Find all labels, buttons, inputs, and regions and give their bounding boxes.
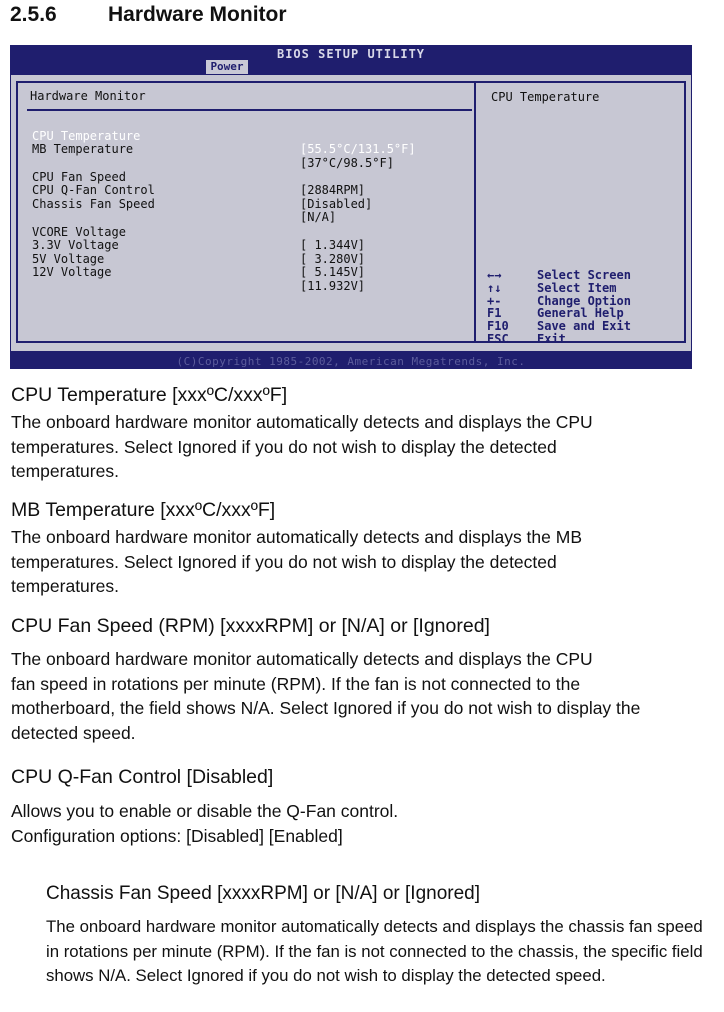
heading-cpu-fan-speed: CPU Fan Speed (RPM) [xxxxRPM] or [N/A] or [Ignored] xyxy=(11,615,490,637)
desc-line: The onboard hardware monitor automatically detects and displays the MB xyxy=(11,527,582,547)
bios-row-value: [37°C/98.5°F] xyxy=(300,155,394,170)
key-exit xyxy=(487,333,631,346)
bios-row-label: CPU Q-Fan Control xyxy=(32,183,155,197)
bios-row-label: MB Temperature xyxy=(32,142,134,156)
bios-row-label: 5V Voltage xyxy=(32,251,105,266)
key-action: Select Screen xyxy=(537,268,631,282)
key-action: Save and Exit xyxy=(537,319,631,334)
heading-cpu-qfan-control: CPU Q-Fan Control [Disabled] xyxy=(11,766,274,788)
section-number: 2.5.6 xyxy=(10,3,57,26)
arrow-left-right-icon: ←→ xyxy=(487,268,502,282)
desc-line: in rotations per minute (RPM). If the fan is not connected to the chassis, the specific field xyxy=(46,941,703,961)
bios-screenshot xyxy=(10,45,692,369)
desc-line: shows N/A. Select Ignored if you do not wish to display the detected speed. xyxy=(46,966,606,985)
desc-cpu-fan-speed xyxy=(11,647,640,745)
bios-row-value: [Disabled] xyxy=(300,196,373,211)
bios-row-value: [2884RPM] xyxy=(300,183,366,197)
heading-cpu-temperature: CPU Temperature [xxxºC/xxxºF] xyxy=(11,384,288,406)
key-label: F10 xyxy=(487,319,509,334)
bios-row-label: CPU Temperature xyxy=(32,128,141,143)
bios-tab-power[interactable]: Power xyxy=(206,60,248,74)
bios-row-label: 3.3V Voltage xyxy=(32,238,119,252)
arrow-up-down-icon: ↑↓ xyxy=(487,280,502,295)
section-title: Hardware Monitor xyxy=(108,3,287,26)
bios-row-label: CPU Fan Speed xyxy=(32,169,126,184)
bios-row-value: [ 3.280V] xyxy=(300,251,366,266)
desc-line: Configuration options: [Disabled] [Enabled] xyxy=(11,825,343,846)
section-heading xyxy=(10,0,287,30)
bios-divider xyxy=(27,109,472,111)
desc-line: The onboard hardware monitor automatically detects and displays the CPU xyxy=(11,412,593,432)
desc-line: temperatures. xyxy=(11,461,119,481)
desc-line: fan speed in rotations per minute (RPM). If the fan is not connected to the xyxy=(11,673,581,694)
bios-row-value: [ 5.145V] xyxy=(300,265,366,279)
key-action: Select Item xyxy=(537,280,617,295)
desc-chassis-fan-speed xyxy=(46,915,703,989)
bios-panel xyxy=(11,75,691,351)
desc-line: The onboard hardware monitor automatically detects and displays the chassis fan speed xyxy=(46,917,703,936)
key-action: General Help xyxy=(537,306,624,321)
desc-line: temperatures. xyxy=(11,576,119,596)
key-label: ESC xyxy=(487,331,509,346)
bios-row-label: Chassis Fan Speed xyxy=(32,196,155,211)
bios-copyright: (C)Copyright 1985-2002, American Megatrends, Inc. xyxy=(176,355,526,368)
bios-key-legend xyxy=(487,269,631,346)
bios-row-value: [11.932V] xyxy=(300,278,366,293)
bios-row-label: 12V Voltage xyxy=(32,265,112,279)
key-label: +- xyxy=(487,293,502,308)
desc-line: motherboard, the field shows N/A. Select Ignored if you do not wish to display the xyxy=(11,698,641,718)
heading-mb-temperature: MB Temperature [xxxºC/xxxºF] xyxy=(11,499,276,521)
bios-row-value: [55.5°C/131.5°F] xyxy=(300,142,416,156)
bios-title: BIOS SETUP UTILITY xyxy=(276,47,426,61)
bios-panel-title: Hardware Monitor xyxy=(30,89,146,103)
desc-line: Allows you to enable or disable the Q-Fan control. xyxy=(11,801,399,821)
desc-cpu-temperature xyxy=(11,410,593,484)
desc-line: temperatures. Select Ignored if you do not wish to display the detected xyxy=(11,436,557,457)
bios-settings-pane xyxy=(16,81,474,343)
bios-row-value: [N/A] xyxy=(300,210,337,224)
desc-mb-temperature xyxy=(11,525,582,599)
desc-line: The onboard hardware monitor automatically detects and displays the CPU xyxy=(11,649,593,669)
desc-cpu-qfan-control xyxy=(11,799,398,848)
key-action: Exit xyxy=(537,331,566,346)
key-label: F1 xyxy=(487,306,502,321)
bios-row-label: VCORE Voltage xyxy=(32,224,126,239)
bios-row-value: [ 1.344V] xyxy=(300,238,366,252)
desc-line: detected speed. xyxy=(11,722,136,743)
bios-help-title: CPU Temperature xyxy=(491,90,600,104)
desc-line: temperatures. Select Ignored if you do not wish to display the detected xyxy=(11,551,557,572)
heading-chassis-fan-speed: Chassis Fan Speed [xxxxRPM] or [N/A] or [Ignored] xyxy=(46,883,481,904)
key-action: Change Option xyxy=(537,293,631,308)
